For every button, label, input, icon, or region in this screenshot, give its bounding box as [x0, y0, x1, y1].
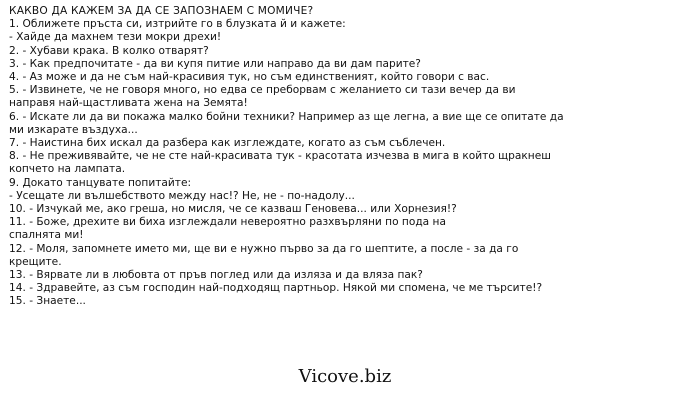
text-line: 11. - Боже, дрехите ви биха изглеждали невероятно разхвърляни по пода на [9, 216, 446, 229]
text-line: 14. - Здравейте, аз съм господин най-подходящ партньор. Някой ми спомена, че ме търсите!? [9, 282, 543, 295]
text-line: 10. - Изчукай ме, ако греша, но мисля, че се казваш Геновева... или Хорнезия!? [9, 203, 457, 216]
text-line: 2. - Хубави крака. В колко отварят? [9, 44, 209, 57]
text-line: - Хайде да махнем тези мокри дрехи! [9, 31, 222, 44]
text-line: 6. - Искате ли да ви покажа малко бойни техники? Например аз ще легна, а вие ще се опитате да [9, 110, 564, 123]
text-line: крещите. [9, 255, 62, 268]
text-line: направя най-щастливата жена на Земята! [9, 97, 248, 110]
site-watermark: Vicove.biz [298, 366, 392, 387]
text-line: спалнята ми! [9, 229, 84, 242]
text-line: 7. - Наистина бих искал да разбера как изглеждате, когато аз съм съблечен. [9, 137, 446, 150]
document-body [9, 5, 681, 309]
text-line: 1. Оближете пръста си, изтрийте го в блузката й и кажете: [9, 18, 346, 31]
document-title: КАКВО ДА КАЖЕМ ЗА ДА СЕ ЗАПОЗНАЕМ С МОМИЧЕ? [9, 5, 314, 17]
text-line: - Усещате ли вълшебството между нас!? Не, не - по-надолу... [9, 189, 355, 202]
text-line: 4. - Аз може и да не съм най-красивия тук, но съм единственият, който говори с вас. [9, 71, 490, 84]
text-line: 8. - Не преживявайте, че не сте най-красивата тук - красотата изчезва в мига в който щракнеш [9, 150, 551, 163]
text-line: ми изкарате въздуха... [9, 123, 138, 136]
text-line: 15. - Знаете... [9, 295, 86, 308]
text-line: 3. - Как предпочитате - да ви купя питие или направо да ви дам парите? [9, 57, 421, 70]
text-line: 13. - Вярвате ли в любовта от пръв поглед или да изляза и да вляза пак? [9, 269, 423, 282]
text-line: копчето на лампата. [9, 163, 126, 176]
text-line: 9. Докато танцувате попитайте: [9, 176, 192, 189]
text-line: 5. - Извинете, че не говоря много, но едва се преборвам с желанието си тази вечер да ви [9, 84, 516, 97]
text-line: 12. - Моля, запомнете името ми, ще ви е нужно първо за да го шептите, а после - за да го [9, 242, 519, 255]
